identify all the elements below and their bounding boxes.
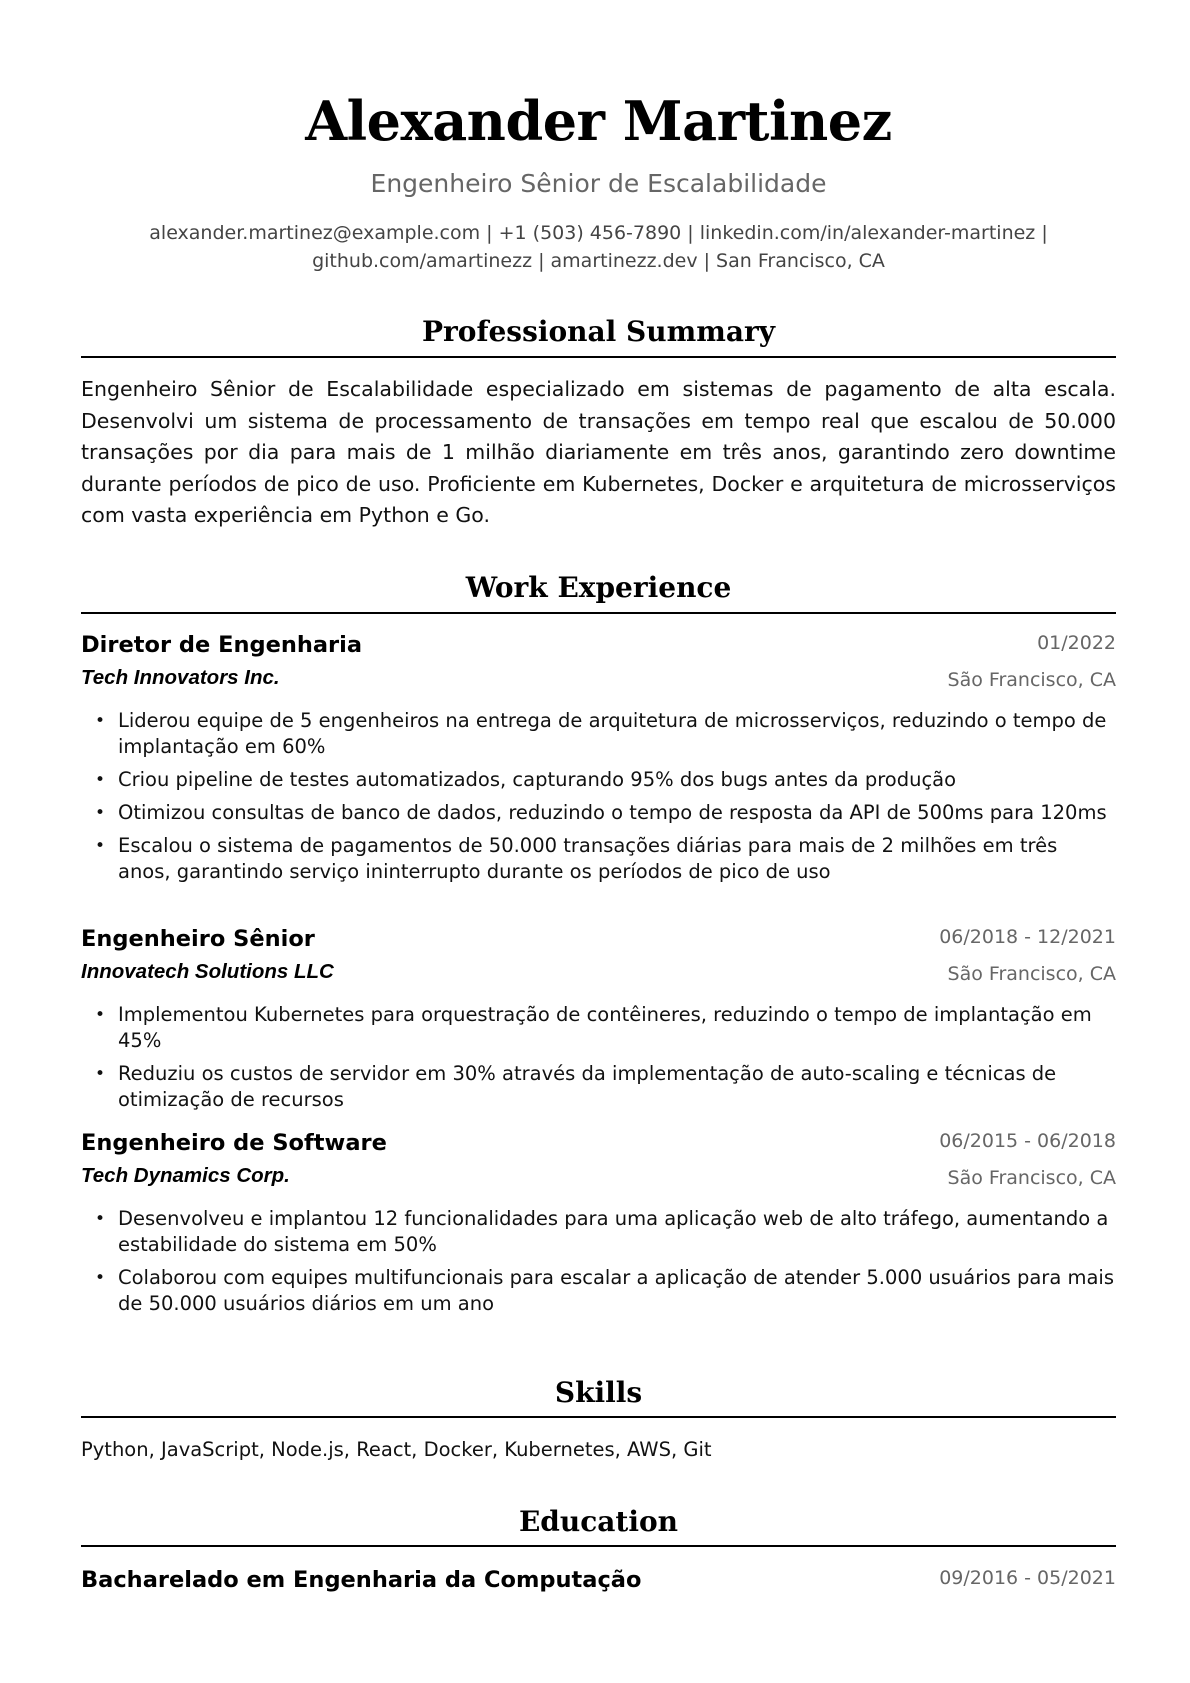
list-item: • Escalou o sistema de pagamentos de 50.000 transações diárias para mais de 2 milhões em três anos, garantindo serviço ininterrupto durante os períodos de pico de uso — [81, 833, 1116, 885]
job-date: 01/2022 — [1037, 632, 1116, 654]
list-item: • Desenvolveu e implantou 12 funcionalidades para uma aplicação web de alto tráfego, aumentando a estabilidade do sistema em 50% — [81, 1206, 1116, 1258]
section-divider — [81, 1416, 1116, 1418]
section-divider — [81, 1545, 1116, 1547]
summary-text: Engenheiro Sênior de Escalabilidade especializado em sistemas de pagamento de alta escala. Desenvolvi um sistema de processamento de transações em tempo real que escalou de 50.000 transações por dia para mais de 1 milhão diariamente em três anos, garantindo zero downtime durante períodos de pico de uso. Proficiente em Kubernetes, Docker e arquitetura de microsserviços com vasta experiência em Python e Go. — [81, 377, 1116, 527]
job-date: 06/2018 - 12/2021 — [939, 926, 1116, 948]
job-location: São Francisco, CA — [947, 669, 1116, 691]
list-item: • Colaborou com equipes multifuncionais para escalar a aplicação de atender 5.000 usuários para mais de 50.000 usuários diários em um ano — [81, 1265, 1116, 1317]
section-title-education: Education — [518, 1505, 679, 1538]
job-bullets — [81, 1002, 1116, 1120]
contact-line-1: alexander.martinez@example.com | +1 (503) 456-7890 | linkedin.com/in/alexander-martinez | — [149, 222, 1048, 244]
list-item: • Implementou Kubernetes para orquestração de contêineres, reduzindo o tempo de implantação em 45% — [81, 1002, 1116, 1054]
degree-title: Bacharelado em Engenharia da Computação — [81, 1567, 642, 1593]
job-date: 06/2015 - 06/2018 — [939, 1130, 1116, 1152]
job-title: Engenheiro de Software — [81, 1130, 387, 1156]
job-company: Tech Innovators Inc. — [81, 666, 280, 689]
job-bullets — [81, 1206, 1116, 1324]
job-location: São Francisco, CA — [947, 1167, 1116, 1189]
list-item: • Otimizou consultas de banco de dados, reduzindo o tempo de resposta da API de 500ms para 120ms — [81, 800, 1116, 826]
section-title-skills: Skills — [554, 1376, 643, 1409]
section-divider — [81, 612, 1116, 614]
skills-list: Python, JavaScript, Node.js, React, Docker, Kubernetes, AWS, Git — [81, 1438, 712, 1461]
education-date: 09/2016 - 05/2021 — [939, 1567, 1116, 1589]
section-title-experience: Work Experience — [465, 571, 732, 604]
list-item: • Reduziu os custos de servidor em 30% através da implementação de auto-scaling e técnicas de otimização de recursos — [81, 1061, 1116, 1113]
candidate-name: Alexander Martinez — [305, 89, 892, 153]
job-title: Engenheiro Sênior — [81, 926, 315, 952]
list-item: • Criou pipeline de testes automatizados, capturando 95% dos bugs antes da produção — [81, 767, 1116, 793]
list-item: • Liderou equipe de 5 engenheiros na entrega de arquitetura de microsserviços, reduzindo o tempo de implantação em 60% — [81, 708, 1116, 760]
candidate-role: Engenheiro Sênior de Escalabilidade — [370, 169, 827, 198]
section-divider — [81, 356, 1116, 358]
contact-info — [81, 219, 1116, 275]
section-title-summary: Professional Summary — [421, 315, 776, 348]
job-company: Innovatech Solutions LLC — [81, 960, 334, 983]
contact-line-2: github.com/amartinezz | amartinezz.dev | San Francisco, CA — [312, 250, 885, 272]
job-title: Diretor de Engenharia — [81, 632, 363, 658]
job-bullets — [81, 708, 1116, 892]
job-company: Tech Dynamics Corp. — [81, 1164, 290, 1187]
job-location: São Francisco, CA — [947, 963, 1116, 985]
